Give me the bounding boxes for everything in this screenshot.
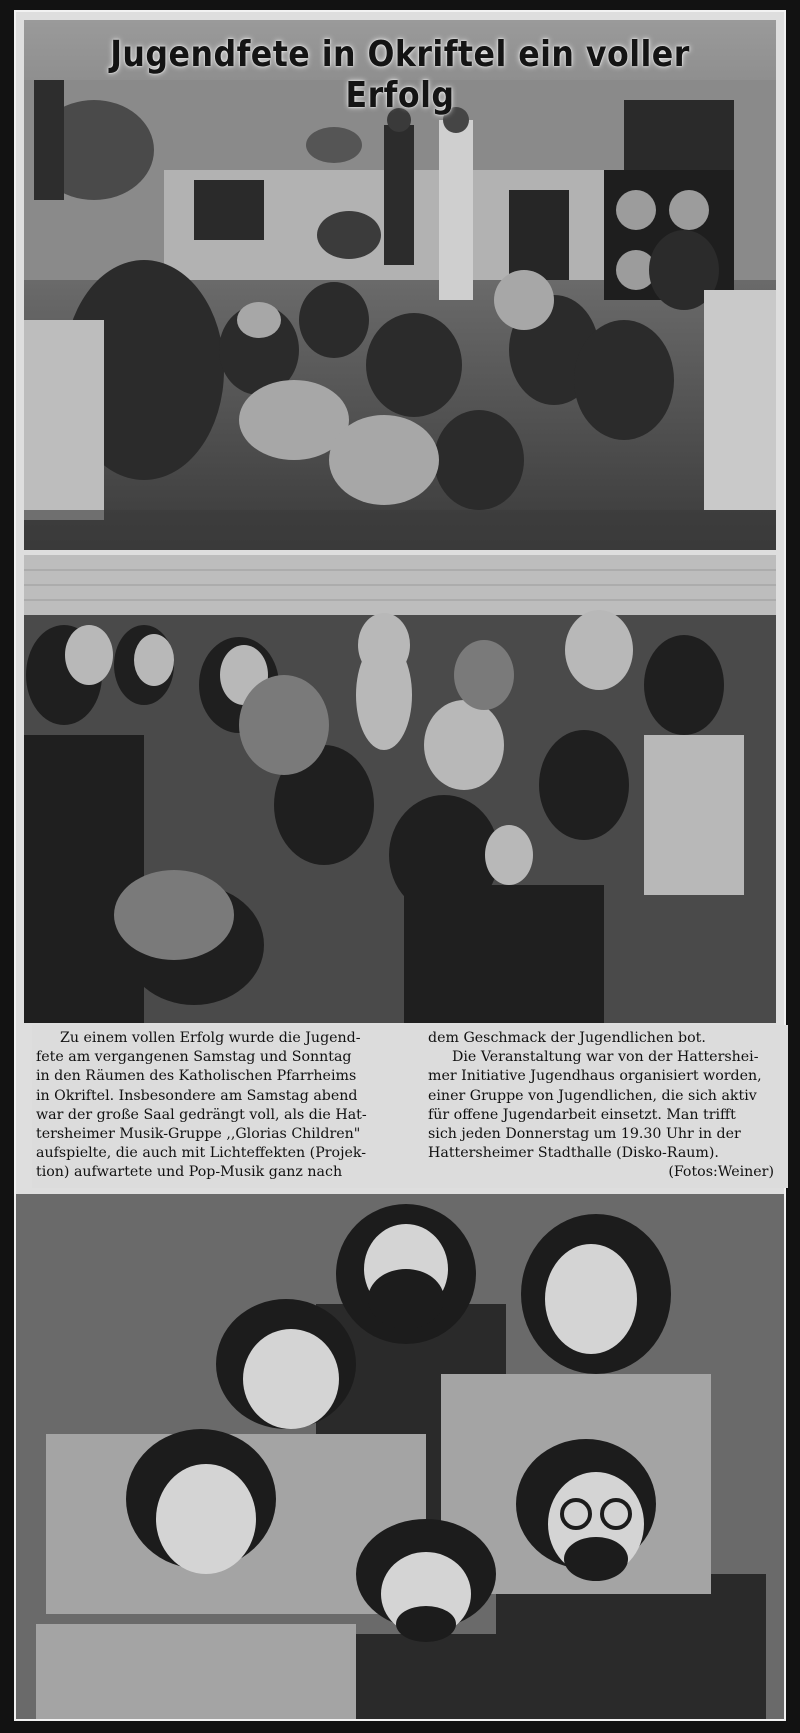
newspaper-clipping <box>14 10 786 1721</box>
caption-line: sich jeden Donnerstag um 19.30 Uhr in der <box>428 1126 741 1143</box>
caption-line: fete am vergangenen Samstag und Sonntag <box>36 1049 352 1066</box>
caption-line: in Okriftel. Insbesondere am Samstag abend <box>36 1087 358 1104</box>
caption-column-left <box>36 1029 402 1183</box>
concert-stage-photo <box>24 20 776 550</box>
audience-crowd-image <box>24 555 776 1023</box>
caption-line: einer Gruppe von Jugendlichen, die sich aktiv <box>428 1087 757 1104</box>
caption-line: aufspielte, die auch mit Lichteffekten (Projek- <box>36 1145 367 1162</box>
caption-line: für offene Jugendarbeit einsetzt. Man trifft <box>428 1106 736 1123</box>
caption-line: in den Räumen des Katholischen Pfarrheims <box>36 1068 357 1085</box>
band-portrait-photo <box>16 1194 784 1719</box>
caption-line: Die Veranstaltung war von der Hattershei- <box>452 1049 759 1066</box>
caption-line: tion) aufwartete und Pop-Musik ganz nach <box>36 1164 343 1181</box>
caption-column-right <box>428 1029 778 1183</box>
audience-crowd-photo <box>24 555 776 1023</box>
caption-line: Zu einem vollen Erfolg wurde die Jugend- <box>60 1030 361 1046</box>
caption-line: tersheimer Musik-Gruppe ,,Glorias Children" <box>36 1126 361 1143</box>
caption-line: dem Geschmack der Jugendlichen bot. <box>428 1030 706 1046</box>
caption-line: Hattersheimer Stadthalle (Disko-Raum). <box>428 1145 719 1162</box>
photo-credit: (Fotos:Weiner) <box>668 1164 774 1181</box>
headline: Jugendfete in Okriftel ein voller Erfolg <box>110 34 690 116</box>
band-portrait-image <box>16 1194 784 1719</box>
caption-line: mer Initiative Jugendhaus organisiert worden, <box>428 1068 762 1085</box>
caption-line: war der große Saal gedrängt voll, als die Hat- <box>36 1106 367 1123</box>
article-caption <box>32 1025 788 1188</box>
